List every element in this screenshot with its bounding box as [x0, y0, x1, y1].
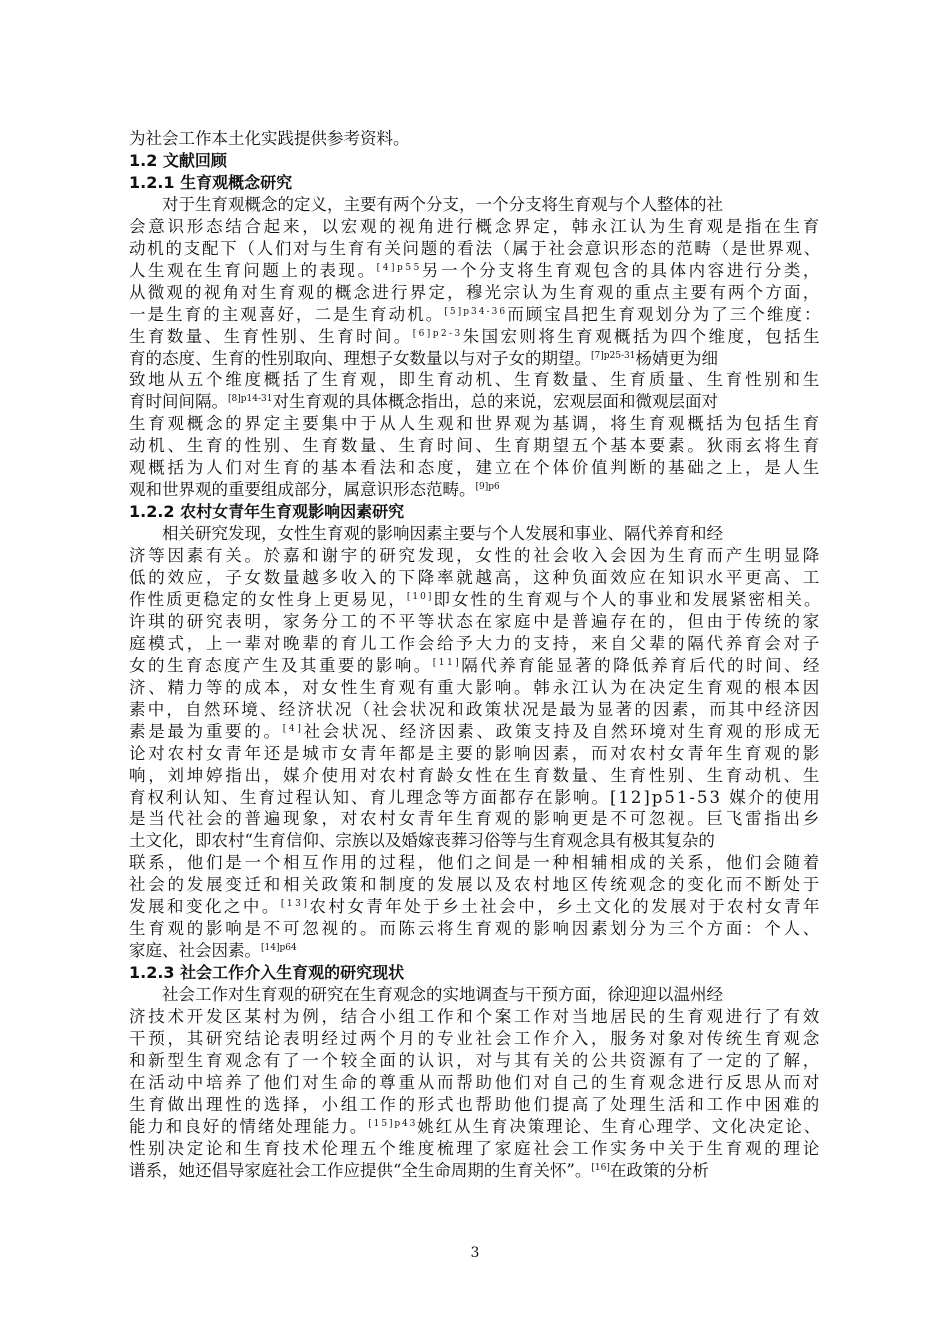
body-text-line — [129, 918, 822, 940]
body-text-line — [129, 1006, 822, 1028]
line-text: 动机的支配下（人们对与生育有关问题的看法（属于社会意识形态的范畴（是世界观、 — [129, 238, 823, 258]
line-text: 在活动中培养了他们对生命的尊重从而帮助他们对自己的生育观念进行反思从而对 — [129, 1072, 822, 1092]
body-text-line — [129, 260, 822, 282]
body-text-line — [129, 808, 822, 830]
line-text: 育时间间隔。 — [129, 392, 228, 412]
citation-superscript: [4]p55 — [376, 262, 422, 273]
body-text-line — [129, 413, 822, 435]
body-text-line — [129, 304, 823, 326]
section-heading — [129, 150, 227, 172]
body-text-line — [129, 1094, 822, 1116]
citation-superscript: [8]p14-31 — [228, 394, 273, 405]
section-heading — [129, 172, 292, 194]
line-text: 致地从五个维度概括了生育观，即生育动机、生育数量、生育质量、生育性别和生 — [129, 370, 822, 390]
body-text-line — [129, 699, 822, 721]
line-text: 响，刘坤婷指出，媒介使用对农村育龄女性在生育数量、生育性别、生育动机、生 — [129, 765, 822, 785]
line-text: 生育数量、生育性别、生育时间。 — [129, 326, 413, 346]
body-text-line — [129, 457, 822, 479]
citation-superscript: [16] — [591, 1162, 610, 1173]
body-text-line — [129, 589, 822, 611]
line-text: 从微观的视角对生育观的概念进行界定，穆光宗认为生育观的重点主要有两个方面， — [129, 282, 822, 302]
line-text: 能力和良好的情绪处理能力。 — [129, 1116, 369, 1136]
citation-superscript: [4] — [282, 723, 304, 734]
line-text: 对于生育观概念的定义，主要有两个分支，一个分支将生育观与个人整体的社 — [162, 194, 723, 214]
body-text-line — [129, 545, 822, 567]
citation-superscript: [7]p25-31 — [591, 350, 636, 361]
citation-superscript: [9]p6 — [475, 482, 500, 493]
line-text: 社会工作对生育观的研究在生育观念的实地调查与干预方面，徐迎迎以温州经 — [162, 985, 723, 1005]
line-text-continued: 在政策的分析 — [609, 1160, 709, 1180]
body-text-line — [129, 611, 822, 633]
line-text-continued: 隔代养育能显著的降低养育后代的时间、经 — [461, 655, 822, 675]
line-text: 低的效应，子女数量越多收入的下降率就越高，这种负面效应在知识水平更高、工 — [129, 568, 822, 587]
body-text-line — [129, 721, 822, 743]
body-text-line — [129, 940, 297, 962]
body-text-line — [129, 1160, 709, 1182]
line-text: 1.2.2 农村女青年生育观影响因素研究 — [129, 502, 405, 522]
section-heading — [129, 962, 404, 984]
line-text: 和新型生育观念有了一个较全面的认识，对与其有关的公共资源有了一定的了解， — [129, 1050, 822, 1070]
body-text-line — [129, 1028, 822, 1050]
line-text: 会意识形态结合起来，以宏观的视角进行概念界定，韩永江认为生育观是指在生育 — [129, 216, 822, 236]
line-text: 一是生育的主观喜好，二是生育动机。 — [129, 304, 445, 324]
line-text-continued: 即女性的生育观与个人的事业和发展紧密相关。 — [433, 589, 823, 609]
line-text: 1.2.3 社会工作介入生育观的研究现状 — [129, 963, 405, 983]
line-text: 性别决定论和生育技术伦理五个维度梳理了家庭社会工作实务中关于生育观的理论 — [129, 1138, 822, 1158]
citation-superscript: [13] — [280, 899, 310, 910]
line-text: 1.2 文献回顾 — [129, 150, 227, 170]
body-text-line — [129, 282, 822, 304]
body-text-line — [129, 1116, 822, 1138]
line-text: 素是最为重要的。 — [129, 721, 283, 741]
body-text-line — [129, 348, 718, 370]
line-text: 济、精力等的成本，对女性生育观有重大影响。韩永江认为在决定生育观的根本因 — [129, 677, 822, 697]
body-text-line — [129, 238, 822, 260]
body-text-line — [129, 1072, 822, 1094]
body-text-line — [129, 479, 500, 501]
body-text-line — [129, 391, 718, 413]
line-text: 家庭、社会因素。 — [129, 941, 261, 961]
line-text: 发展和变化之中。 — [129, 897, 281, 917]
line-text: 济技术开发区某村为例，结合小组工作和个案工作对当地居民的生育观进行了有效 — [129, 1007, 822, 1026]
line-text: 女的生育态度产生及其重要的影响。 — [129, 655, 433, 675]
body-text-line — [162, 194, 723, 216]
body-text-line — [162, 984, 723, 1006]
line-text: 干预，其研究结论表明经过两个月的专业社会工作介入，服务对象对传统生育观念 — [129, 1028, 822, 1048]
section-heading — [129, 501, 404, 523]
line-text: 育权利认知、生育过程认知、育儿理念等方面都存在影响。[12]p51-53 媒介的使用 — [129, 787, 822, 807]
body-text-line — [129, 567, 822, 589]
body-text-line — [129, 896, 822, 918]
line-text: 人生观在生育问题上的表现。 — [129, 260, 377, 280]
line-text: 为社会工作本土化实践提供参考资料。 — [129, 129, 410, 148]
line-text: 1.2.1 生育观概念研究 — [129, 172, 293, 192]
citation-superscript: [15]p43 — [368, 1118, 418, 1129]
body-text-line — [129, 216, 822, 238]
body-text-line — [129, 874, 822, 896]
body-text-line — [162, 523, 723, 545]
body-text-line — [129, 369, 822, 391]
line-text: 联系，他们是一个相互作用的过程，他们之间是一种相辅相成的关系，他们会随着 — [129, 853, 822, 873]
body-text-line — [129, 435, 822, 457]
body-text-line — [129, 326, 822, 348]
citation-superscript: [6]p2-3 — [412, 328, 463, 339]
line-text: 济等因素有关。於嘉和谢宇的研究发现，女性的社会收入会因为生育而产生明显降 — [129, 546, 822, 566]
body-text-line — [129, 1138, 822, 1160]
line-text-continued: 姚红从生育决策理论、生育心理学、文化决定论、 — [417, 1116, 823, 1136]
citation-superscript: [11] — [432, 657, 462, 668]
line-text-continued: 农村女青年处于乡土社会中，乡土文化的发展对于农村女青年 — [309, 897, 822, 917]
citation-superscript: [14]p64 — [261, 943, 297, 954]
line-text: 社会的发展变迁和相关政策和制度的发展以及农村地区传统观念的变化而不断处于 — [129, 875, 822, 895]
line-text-continued: 而顾宝昌把生育观划分为了三个维度： — [507, 304, 823, 324]
line-text: 生育做出理性的选择，小组工作的形式也帮助他们提高了处理生活和工作中困难的 — [129, 1094, 822, 1114]
body-text-line — [129, 633, 822, 655]
citation-superscript: [5]p34-36 — [444, 306, 508, 317]
line-text: 是当代社会的普遍现象，对农村女青年生育观的影响更是不可忽视。巨飞雷指出乡 — [129, 809, 822, 829]
line-text: 谱系，她还倡导家庭社会工作应提供“全生命周期的生育关怀”。 — [129, 1160, 592, 1180]
body-text-line — [129, 787, 822, 809]
line-text-continued: 社会状况、经济因素、政策支持及自然环境对生育观的形成无 — [303, 721, 823, 741]
body-text-line — [129, 677, 822, 699]
line-text: 育的态度、生育的性别取向、理想子女数量以与对子女的期望。 — [129, 348, 591, 368]
line-text: 观和世界观的重要组成部分，属意识形态范畴。 — [129, 480, 476, 500]
line-text-continued: 另一个分支将生育观包含的具体内容进行分类， — [421, 260, 822, 280]
line-text: 许琪的研究表明，家务分工的不平等状态在家庭中是普遍存在的，但由于传统的家 — [129, 611, 822, 631]
line-text-continued: 杨婧更为细 — [635, 348, 718, 368]
body-text-line — [129, 852, 822, 874]
body-text-line — [129, 128, 410, 150]
body-text-line — [129, 655, 822, 677]
body-text-line — [129, 765, 822, 787]
line-text: 生育观概念的界定主要集中于从人生观和世界观为基调，将生育观概括为包括生育 — [129, 414, 822, 434]
line-text-continued: 朱国宏则将生育观概括为四个维度，包括生 — [462, 326, 823, 346]
line-text: 论对农村女青年还是城市女青年都是主要的影响因素，而对农村女青年生育观的影 — [129, 743, 822, 763]
line-text-continued: 对生育观的具体概念指出，总的来说，宏观层面和微观层面对 — [272, 392, 718, 412]
page-number: 3 — [470, 1245, 480, 1261]
line-text: 生育观的影响是不可忽视的。而陈云将生育观的影响因素划分为三个方面：个人、 — [129, 919, 822, 939]
line-text: 相关研究发现，女性生育观的影响因素主要与个人发展和事业、隔代养育和经 — [162, 524, 723, 544]
line-text: 作性质更稳定的女性身上更易见， — [129, 589, 407, 609]
body-text-line — [129, 743, 822, 765]
citation-superscript: [10] — [406, 591, 434, 602]
body-text-line — [129, 1050, 822, 1072]
line-text: 素中，自然环境、经济状况（社会状况和政策状况是最为显著的因素，而其中经济因 — [129, 699, 822, 719]
body-text-line — [129, 830, 715, 852]
line-text: 动机、生育的性别、生育数量、生育时间、生育期望五个基本要素。狄雨玄将生育 — [129, 436, 822, 456]
line-text: 土文化，即农村“生育信仰、宗族以及婚嫁丧葬习俗等与生育观念具有极其复杂的 — [129, 831, 715, 851]
line-text: 庭模式，上一辈对晚辈的育儿工作会给予大力的支持，来自父辈的隔代养育会对子 — [129, 633, 822, 653]
line-text: 观概括为人们对生育的基本看法和态度，建立在个体价值判断的基础之上，是人生 — [129, 458, 822, 478]
